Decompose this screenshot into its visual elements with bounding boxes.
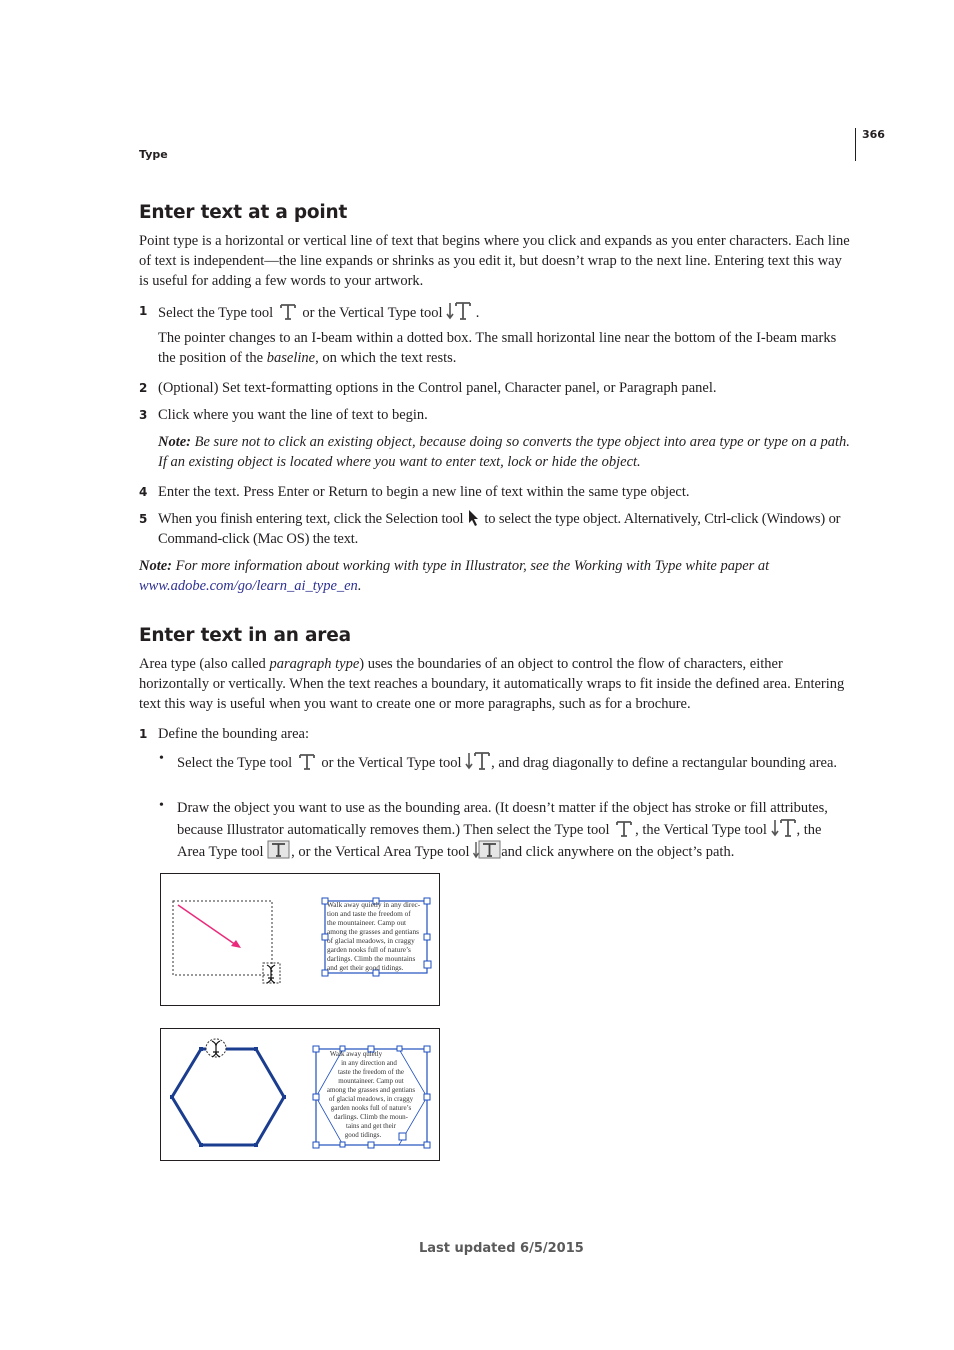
bullet2-text [177,798,851,862]
figure1-text-line: Walk away quietly in any direc- [327,900,421,909]
section2-intro-b: ) uses the boundaries of an object to control the flow of characters, either horizontally or vertically. When the text reaches a boundary, it automatically wraps to fit inside the defined area. Entering text this way is useful when you want to create one or more paragraphs, such as for a brochure. [139,656,845,712]
step5-text [158,509,850,549]
section2-intro [139,654,851,714]
area-type-tool-icon [267,840,291,858]
section1-intro: Point type is a horizontal or vertical line of text that begins where you click and expands as you enter characters. Each line of text is independent—the line expands or shrinks as you edit it, but doesn’t wrap to the next line. Entering text this way is useful for adding a few words to your artwork. [139,233,850,289]
step-number: 2 [139,381,148,395]
vertical-area-type-tool-icon [473,840,501,858]
note-end: . [357,578,362,594]
step1-detail-a: The pointer changes to an I-beam within a dotted box. The small horizontal line near the bottom of the I-beam marks the position of the [158,330,837,366]
figure2-text-line: in any direction and [341,1059,397,1067]
section2-intro-a: Area type (also called [139,656,266,672]
vertical-type-tool-icon [446,301,472,319]
section2-step1-text: Define the bounding area: [158,726,309,742]
step-number: 4 [139,485,148,499]
bullet1-text-b: or the Vertical Type tool [321,755,462,771]
note-label: Note: [158,434,192,450]
step1-detail-b: , on which the text rests. [315,350,457,366]
drag-arrow-head [231,940,241,948]
page-number: 366 [862,128,885,141]
figure2-text-line: tains and get their [346,1122,396,1130]
page-number-rule [855,128,856,161]
hexagon-anchor-points [170,1047,286,1147]
step-number: 1 [139,304,148,318]
figure1-text-line: garden nooks full of nature’s [327,945,411,954]
figure1-text-line: darlings. Climb the mountains [327,954,416,963]
step-number: 1 [139,727,148,741]
step5-text-b: to select the type object. Alternatively, Ctrl-click (Windows) or Command-click (Mac OS) the text. [158,511,841,547]
drag-arrow-line [178,905,236,945]
hexagon-shape [172,1049,284,1145]
selection-tool-icon [467,509,481,527]
bullet2-text-a: Draw the object you want to use as the bounding area. (It doesn’t matter if the object has stroke or fill attributes, because Illustrator automatically removes them.) Then select the Type tool [177,800,828,838]
figure2-text-line: Walk away quietly [329,1050,383,1058]
section-title-area: Enter text in an area [139,625,351,646]
step3-note-text: Be sure not to click an existing object, because doing so converts the type object into area type or type on a path. If an existing object is located where you want to enter text, lock or hide the object. [158,434,850,470]
step3-note [158,432,850,472]
figure1-text-line: of glacial meadows, in craggy [327,936,415,945]
section1-note-text: For more information about working with type in Illustrator, see the Working with Type white paper at [175,558,770,574]
figure1-text-line: among the grasses and gentians [327,927,419,936]
figure-rectangular-area-type [160,873,440,1006]
type-tool-icon [613,820,635,838]
area-type-cursor-icon [206,1039,226,1057]
step1-detail [158,328,848,368]
figure1-text-line: tion and taste the freedom of [327,909,411,918]
learn-type-link[interactable]: www.adobe.com/go/learn_ai_type_en [139,578,358,594]
running-header: Type [139,148,168,161]
bullet-mark: • [159,798,164,813]
figure2-text-line: garden nooks full of nature’s [330,1104,412,1112]
step2-text: (Optional) Set text-formatting options in the Control panel, Character panel, or Paragraph panel. [158,380,717,396]
step1-text-b: or the Vertical Type tool [302,305,443,321]
figure2-text-line: darlings. Climb the moun- [334,1113,408,1121]
type-tool-icon [277,303,299,321]
bullet-mark: • [159,751,164,766]
note-label: Note: [139,558,173,574]
bullet2-text-b: , the Vertical Type tool [635,822,767,838]
vertical-type-tool-icon [465,751,491,769]
step1-text-c: . [475,305,480,321]
bullet1-text-c: , and drag diagonally to define a rectangular bounding area. [491,755,838,771]
bullet2-text-d: , or the Vertical Area Type tool [291,844,470,860]
vertical-type-tool-icon [771,818,797,836]
figure-hexagon-area-type [160,1028,440,1161]
figure2-text-line: taste the freedom of the [337,1068,405,1076]
step1-text-a: Select the Type tool [158,305,274,321]
step4-text: Enter the text. Press Enter or Return to begin a new line of text within the same type object. [158,484,690,500]
paragraph-type-term: paragraph type [269,656,360,672]
figure2-text-line: among the grasses and gentians [326,1086,416,1094]
section-title-point: Enter text at a point [139,202,348,223]
baseline-term: baseline [266,350,316,366]
figure1-text-line: the mountaineer. Camp out [327,918,407,927]
section1-note [139,556,851,596]
step5-text-a: When you finish entering text, click the Selection tool [158,511,464,527]
bullet1-text-a: Select the Type tool [177,755,293,771]
step3-text: Click where you want the line of text to begin. [158,407,428,423]
figure2-text-line: good tidings. [344,1131,382,1139]
step-number: 3 [139,408,148,422]
step-number: 5 [139,512,148,526]
figure1-text-line: and get their good tidings. [327,963,404,972]
bullet2-text-c: , the Area Type tool [177,822,822,860]
figure2-text-line: mountaineer. Camp out [338,1077,404,1085]
last-updated-footer: Last updated 6/5/2015 [419,1241,584,1256]
type-tool-icon [296,753,318,771]
bullet2-text-e: and click anywhere on the object’s path. [501,844,735,860]
bullet1-text [177,751,849,773]
step1-text [158,301,848,323]
figure2-text-line: of glacial meadows, in craggy [328,1095,414,1103]
